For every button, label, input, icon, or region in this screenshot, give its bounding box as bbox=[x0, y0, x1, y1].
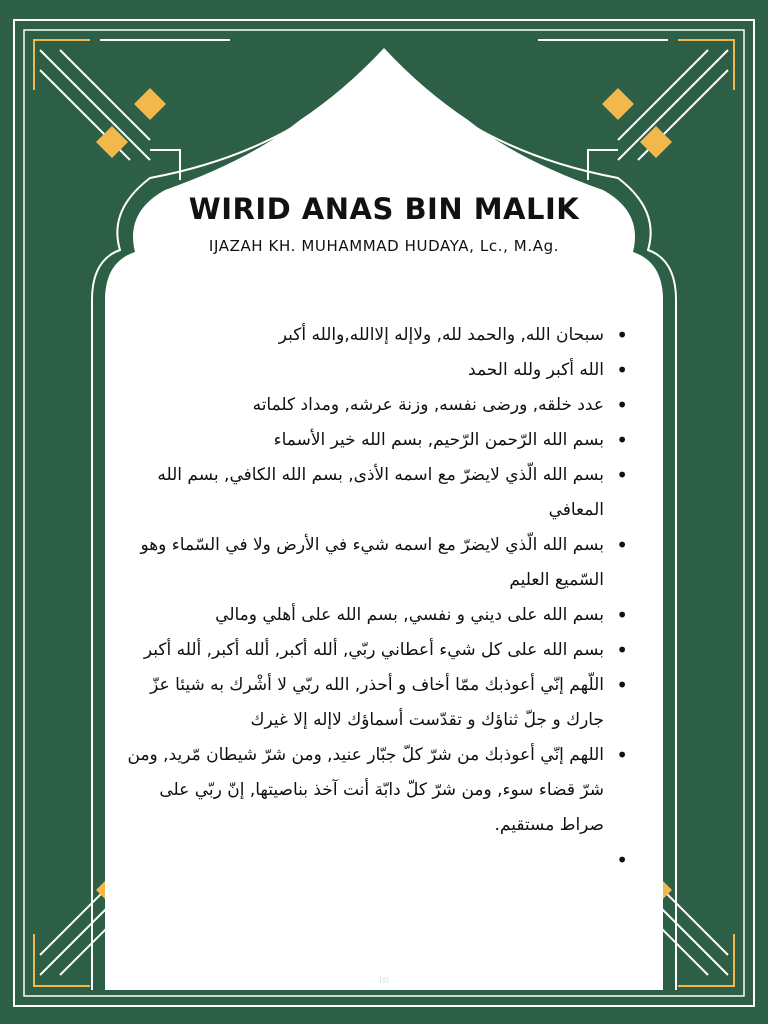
list-item: • سبحان الله, والحمد لله, ولاإله إلاالله,والله أكبر bbox=[112, 318, 632, 353]
list-item: • بسم الله على ديني و نفسي, بسم الله على أهلي ومالي bbox=[112, 598, 632, 633]
list-item: • بسم الله الّذي لايضرّ مع اسمه الأذى, بسم الله الكافي, بسم الله المعافي bbox=[112, 458, 632, 528]
list-item: • عدد خلقه, ورضى نفسه, وزنة عرشه, ومداد كلماته bbox=[112, 388, 632, 423]
wirid-list bbox=[112, 318, 632, 843]
list-item: • بسم الله الرّحمن الرّحيم, بسم الله خير الأسماء bbox=[112, 423, 632, 458]
footer-label: Isi bbox=[379, 975, 389, 986]
list-item: • اللّهم إنّي أعوذبك ممّا أخاف و أحذر, الله ربّي لا أشْرك به شيئا عزّ جارك و جلّ ثناؤك و تقدّست أسماؤك لاإله إلا غيرك bbox=[112, 668, 632, 738]
list-item: • بسم الله على كل شيء أعطاني ربّي, ألله أكبر, ألله أكبر, ألله أكبر bbox=[112, 633, 632, 668]
page-subtitle: IJAZAH KH. MUHAMMAD HUDAYA, Lc., M.Ag. bbox=[208, 237, 560, 255]
list-item: • اللهم إنّي أعوذبك من شرّ كلّ جبّار عنيد, ومن شرّ شيطان مّريد, ومن شرّ قضاء سوء, ومن شرّ كلّ دابّة أنت آخذ بناصيتها, إنّ ربّي على صراط مستقيم. bbox=[112, 738, 632, 843]
list-item: • الله أكبر ولله الحمد bbox=[112, 353, 632, 388]
page-title: WIRID ANAS BIN MALIK bbox=[188, 192, 580, 226]
list-item: • بسم الله الّذي لايضرّ مع اسمه شيء في الأرض ولا في السّماء وهو السّميع العليم bbox=[112, 528, 632, 598]
